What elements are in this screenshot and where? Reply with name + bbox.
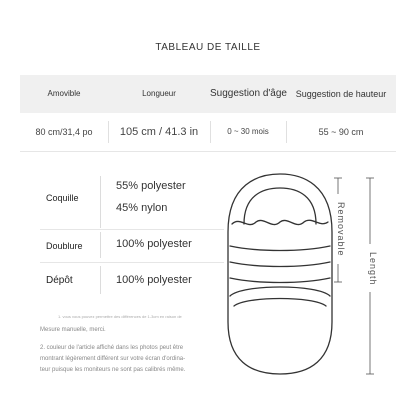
material-value-shell-1: 55% polyester <box>116 180 186 192</box>
note-2-line-2: montrant légèrement différent sur votre écran d'ordina- <box>40 356 186 362</box>
value-height: 55 ~ 90 cm <box>318 127 364 137</box>
header-age: Suggestion d'âge <box>210 88 287 99</box>
value-age: 0 ~ 30 mois <box>227 127 269 136</box>
materials-divider <box>100 176 101 228</box>
materials-divider <box>100 266 101 294</box>
material-value-shell-2: 45% nylon <box>116 202 168 214</box>
materials-row-divider <box>40 229 224 230</box>
material-label-shell: Coquille <box>46 193 79 203</box>
size-table <box>20 75 396 151</box>
value-length: 105 cm / 41.3 in <box>119 126 199 138</box>
header-length: Longueur <box>142 89 176 98</box>
material-value-lining: 100% polyester <box>116 238 192 250</box>
material-label-filling: Dépôt <box>46 275 73 286</box>
sleeping-bag-outline-icon <box>218 172 390 378</box>
note-1: 1. vous vous pouvez permettre des différences de 1-3cm en raison de <box>58 314 182 319</box>
table-header-row <box>20 75 396 113</box>
material-label-lining: Doublure <box>46 241 83 251</box>
table-value-row <box>20 113 396 152</box>
material-value-filling: 100% polyester <box>116 274 192 286</box>
note-2-line-1: 2. couleur de l'article affiché dans les photos peut être <box>40 345 184 351</box>
removable-label: Removable <box>336 202 346 257</box>
length-label: Length <box>368 252 378 286</box>
note-2-line-3: teur puisque les moniteurs ne sont pas calibrés même. <box>40 367 186 373</box>
note-1b: Mesure manuelle, merci. <box>40 327 106 333</box>
page-title: TABLEAU DE TAILLE <box>155 42 261 53</box>
materials-row-divider <box>40 262 224 263</box>
header-removable: Amovible <box>47 89 81 98</box>
sleeping-bag-diagram <box>218 172 390 378</box>
header-height: Suggestion de hauteur <box>295 89 387 99</box>
value-removable: 80 cm/31,4 po <box>35 127 93 137</box>
materials-divider <box>100 232 101 258</box>
